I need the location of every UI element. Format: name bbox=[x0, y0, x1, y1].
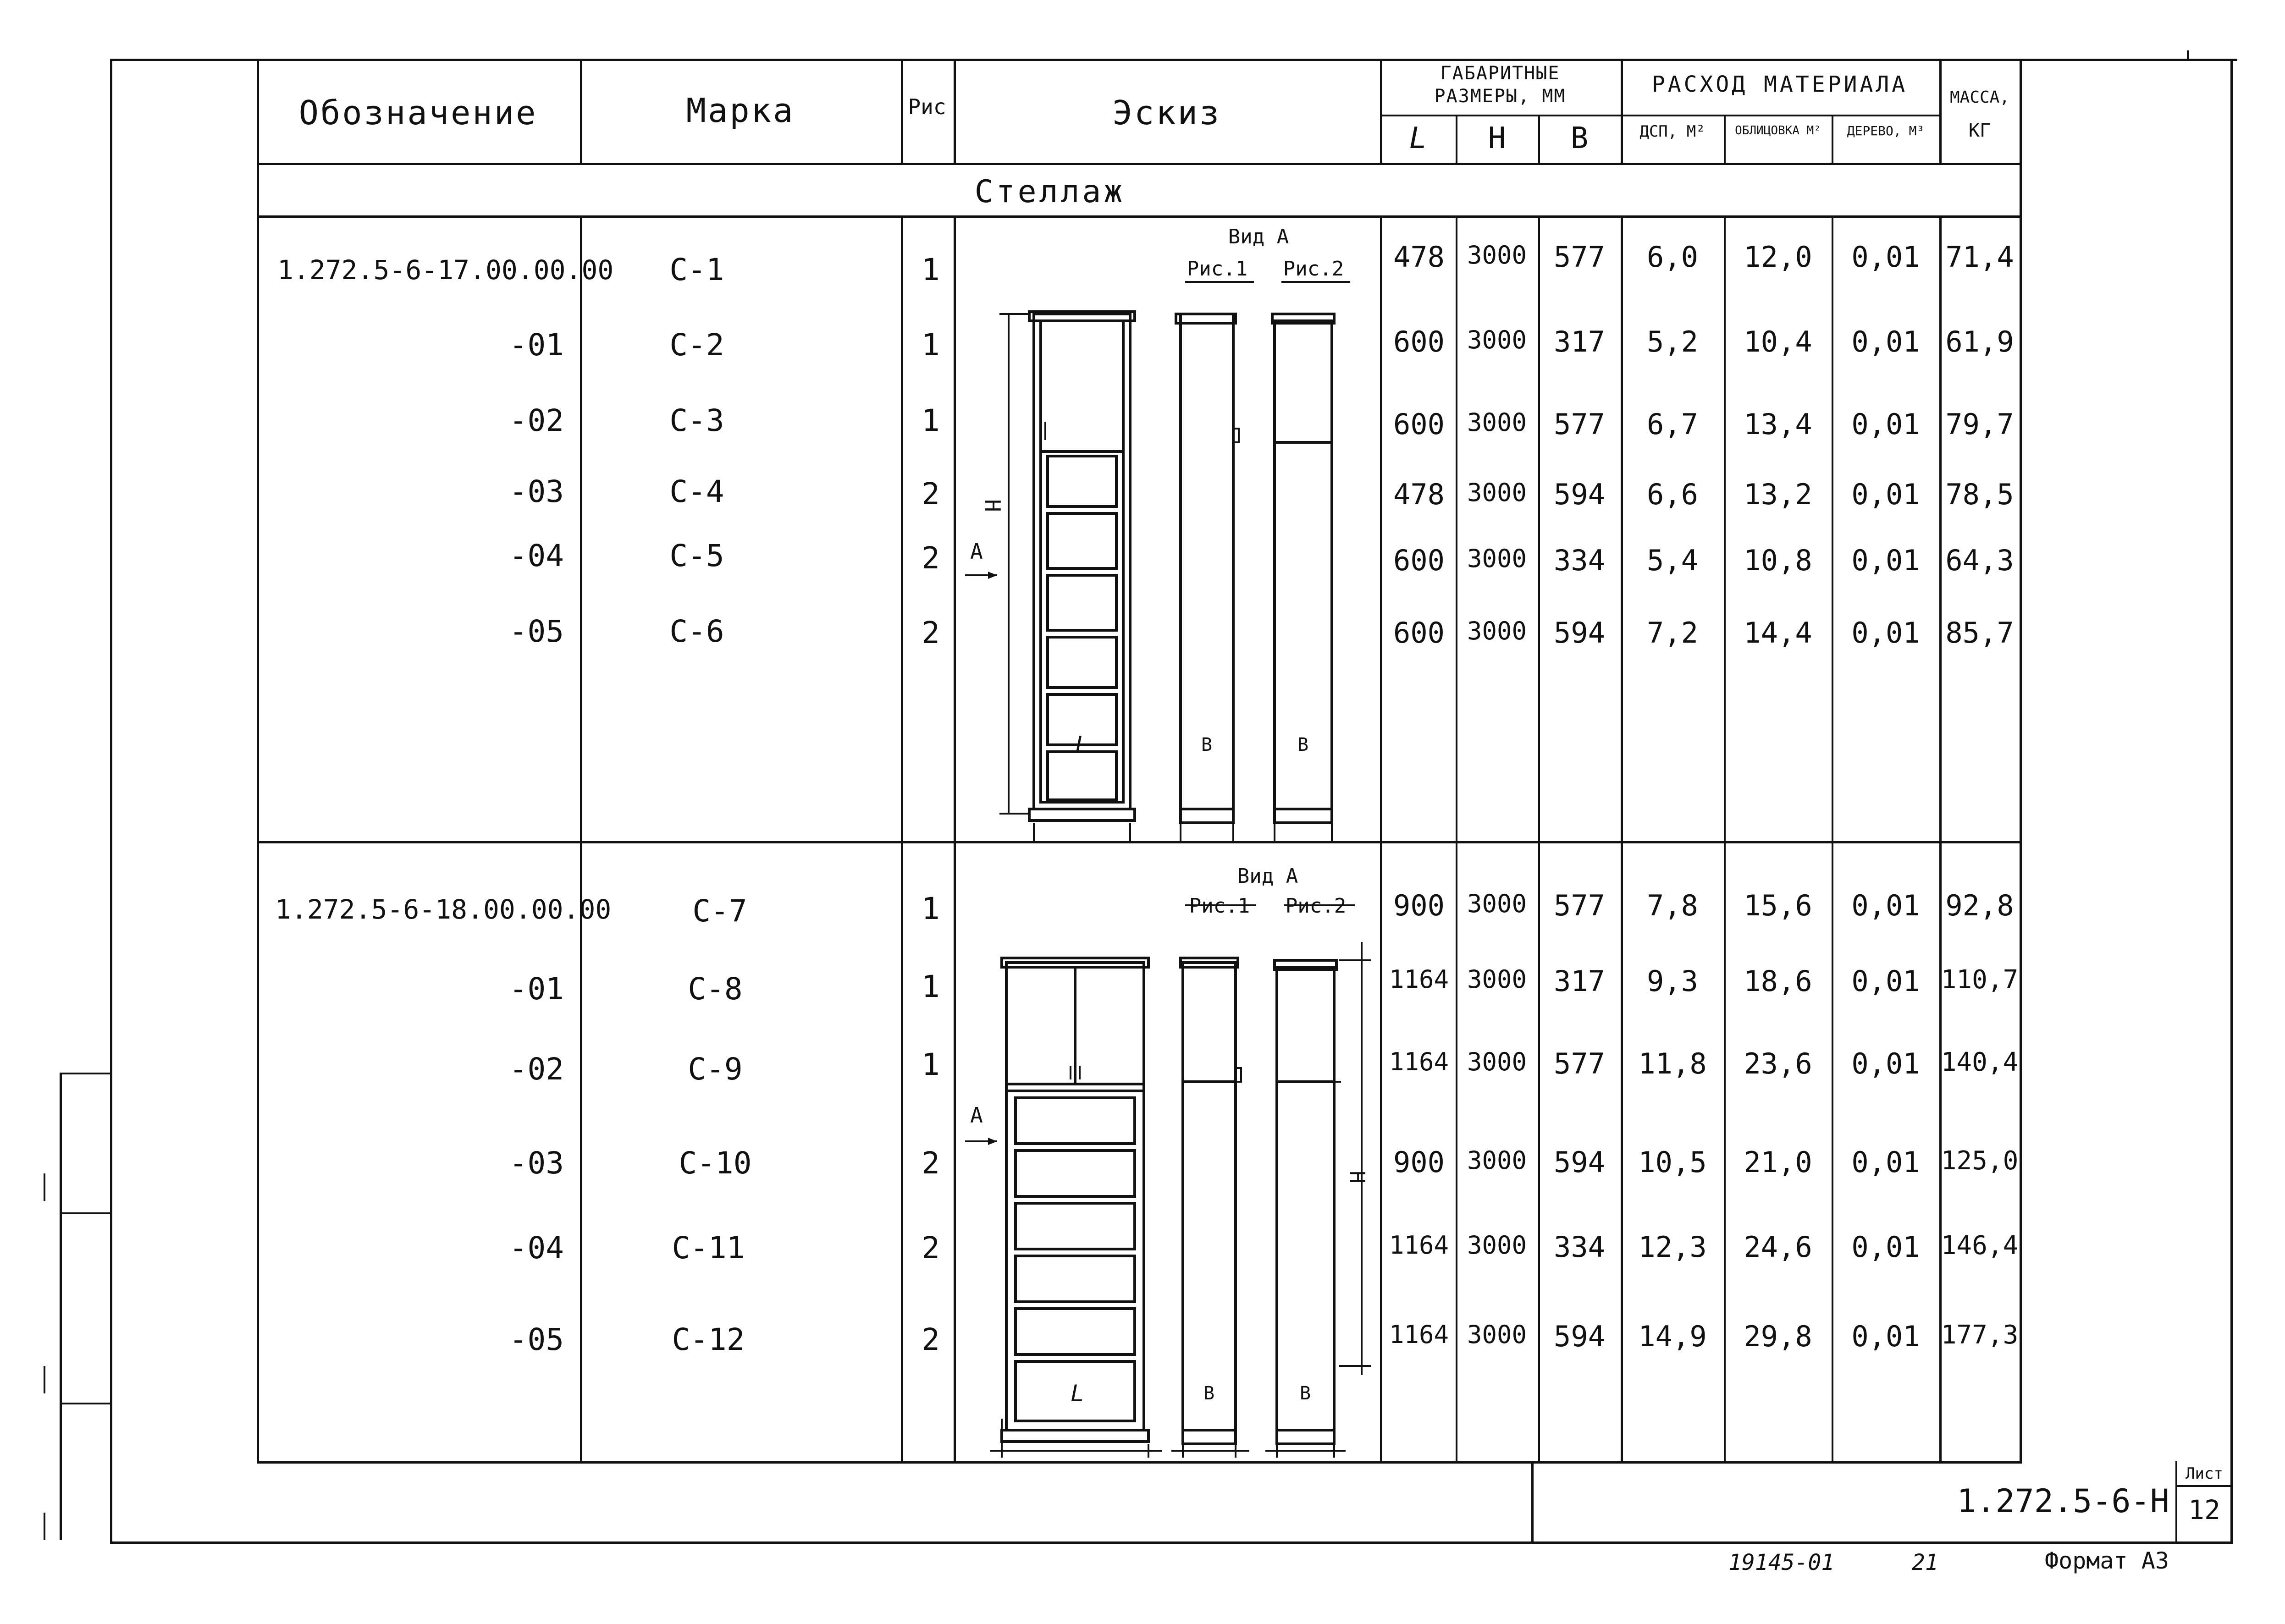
cell-B: 577 bbox=[1554, 1047, 1605, 1080]
col-B-header: B bbox=[1570, 121, 1589, 155]
cell-designation: -04 bbox=[509, 1230, 564, 1266]
cell-mark: С-2 bbox=[669, 327, 724, 363]
col-oblic-header: ОБЛИЦОВКА М² bbox=[1735, 124, 1821, 138]
cell-oblic: 14,4 bbox=[1744, 616, 1812, 650]
cell-H: 3000 bbox=[1467, 617, 1527, 645]
page-number: 21 bbox=[1912, 1550, 1938, 1575]
cell-oblic: 10,8 bbox=[1744, 544, 1812, 577]
cell-mass: 64,3 bbox=[1945, 544, 2014, 577]
cell-mark: С-9 bbox=[688, 1051, 743, 1087]
sketch-shelving-1 bbox=[956, 218, 1380, 841]
sketch-1-H-label: H bbox=[980, 499, 1005, 512]
cell-mass: 61,9 bbox=[1945, 325, 2014, 358]
cell-mark: С-1 bbox=[669, 252, 724, 287]
sketch-2-A-label: А bbox=[970, 1103, 983, 1128]
sketch-1-B1-label: В bbox=[1201, 734, 1213, 755]
cell-mass: 125,0 bbox=[1941, 1146, 2019, 1176]
cell-mark: С-6 bbox=[669, 614, 724, 649]
sheet-label: Лист bbox=[2186, 1464, 2223, 1483]
cell-oblic: 15,6 bbox=[1744, 889, 1812, 922]
cell-fig: 1 bbox=[922, 403, 940, 438]
cell-L: 600 bbox=[1393, 544, 1445, 577]
col-designation-header: Обозначение bbox=[298, 94, 538, 132]
cell-mass: 92,8 bbox=[1945, 889, 2014, 922]
cell-mass: 79,7 bbox=[1945, 407, 2014, 441]
cell-L: 1164 bbox=[1389, 1320, 1449, 1349]
cell-L: 1164 bbox=[1389, 965, 1449, 994]
cell-designation: -05 bbox=[509, 614, 564, 649]
inventory-number: 19145-01 bbox=[1728, 1550, 1835, 1575]
cell-mark: С-3 bbox=[669, 403, 724, 438]
cell-B: 334 bbox=[1554, 544, 1605, 577]
cell-wood: 0,01 bbox=[1851, 478, 1920, 511]
cell-B: 594 bbox=[1554, 478, 1605, 511]
cell-dsp: 11,8 bbox=[1638, 1047, 1707, 1080]
cell-mark: С-10 bbox=[679, 1145, 752, 1181]
cell-fig: 2 bbox=[922, 1145, 940, 1181]
cell-designation: -02 bbox=[509, 1051, 564, 1087]
cell-L: 600 bbox=[1393, 616, 1445, 650]
cell-H: 3000 bbox=[1467, 544, 1527, 573]
cell-designation: -01 bbox=[509, 327, 564, 363]
cell-mass: 85,7 bbox=[1945, 616, 2014, 650]
cell-mass: 140,4 bbox=[1941, 1047, 2019, 1077]
cell-oblic: 23,6 bbox=[1744, 1047, 1812, 1080]
cell-wood: 0,01 bbox=[1851, 1047, 1920, 1080]
sketch-2-L-label: L bbox=[1070, 1380, 1085, 1407]
cell-designation: 1.272.5-6-17.00.00.00 bbox=[277, 254, 614, 286]
sketch-1-fig1-label: Рис.1 bbox=[1187, 257, 1248, 281]
cell-dsp: 6,7 bbox=[1647, 407, 1698, 441]
cell-wood: 0,01 bbox=[1851, 964, 1920, 998]
cell-oblic: 12,0 bbox=[1744, 240, 1812, 274]
cell-B: 594 bbox=[1554, 1145, 1605, 1179]
cell-fig: 2 bbox=[922, 615, 940, 650]
cell-H: 3000 bbox=[1467, 478, 1527, 507]
cell-B: 577 bbox=[1554, 407, 1605, 441]
cell-designation: 1.272.5-6-18.00.00.00 bbox=[275, 894, 612, 925]
sketch-1-view-label: Вид А bbox=[1228, 225, 1289, 248]
cell-mass: 71,4 bbox=[1945, 240, 2014, 274]
cell-designation: -01 bbox=[509, 971, 564, 1007]
cell-fig: 2 bbox=[922, 1322, 940, 1357]
section-title: Стеллаж bbox=[974, 174, 1126, 210]
cell-L: 900 bbox=[1393, 1145, 1445, 1179]
cell-oblic: 13,2 bbox=[1744, 478, 1812, 511]
cell-dsp: 9,3 bbox=[1647, 964, 1698, 998]
cell-wood: 0,01 bbox=[1851, 325, 1920, 358]
cell-H: 3000 bbox=[1467, 965, 1527, 994]
cell-B: 577 bbox=[1554, 240, 1605, 274]
sketch-1-A-label: А bbox=[970, 539, 983, 564]
cell-H: 3000 bbox=[1467, 1231, 1527, 1260]
cell-wood: 0,01 bbox=[1851, 1320, 1920, 1353]
col-dsp-header: ДСП, М² bbox=[1639, 122, 1705, 141]
sketch-shelving-2 bbox=[956, 843, 1380, 1460]
cell-dsp: 12,3 bbox=[1638, 1230, 1707, 1264]
cell-fig: 1 bbox=[922, 891, 940, 926]
cell-L: 1164 bbox=[1389, 1047, 1449, 1076]
cell-B: 317 bbox=[1554, 964, 1605, 998]
sketch-1-B2-label: В bbox=[1297, 734, 1309, 755]
cell-fig: 1 bbox=[922, 327, 940, 363]
cell-mark: С-7 bbox=[692, 893, 747, 929]
sheet-number: 12 bbox=[2188, 1494, 2220, 1525]
cell-H: 3000 bbox=[1467, 408, 1527, 437]
sketch-2-fig1-label: Рис.1 bbox=[1189, 894, 1250, 918]
material-title: РАСХОД МАТЕРИАЛА bbox=[1651, 72, 1908, 97]
cell-B: 317 bbox=[1554, 325, 1605, 358]
cell-H: 3000 bbox=[1467, 1146, 1527, 1175]
cell-oblic: 21,0 bbox=[1744, 1145, 1812, 1179]
col-L-header: L bbox=[1409, 121, 1427, 155]
sketch-2-fig2-label: Рис.2 bbox=[1285, 894, 1347, 918]
cell-dsp: 5,2 bbox=[1647, 325, 1698, 358]
cell-designation: -03 bbox=[509, 474, 564, 509]
cell-H: 3000 bbox=[1467, 1320, 1527, 1349]
cell-mark: С-8 bbox=[688, 971, 743, 1007]
cell-wood: 0,01 bbox=[1851, 407, 1920, 441]
cell-wood: 0,01 bbox=[1851, 616, 1920, 650]
cell-H: 3000 bbox=[1467, 1047, 1527, 1076]
cell-dsp: 10,5 bbox=[1638, 1145, 1707, 1179]
cell-designation: -03 bbox=[509, 1145, 564, 1181]
cell-H: 3000 bbox=[1467, 325, 1527, 354]
cell-designation: -05 bbox=[509, 1322, 564, 1357]
cell-fig: 1 bbox=[922, 1047, 940, 1082]
cell-designation: -04 bbox=[509, 538, 564, 573]
cell-L: 478 bbox=[1393, 478, 1445, 511]
dims-title-1: ГАБАРИТНЫЕ bbox=[1440, 63, 1560, 84]
dims-title-2: РАЗМЕРЫ, ММ bbox=[1434, 86, 1566, 107]
cell-oblic: 29,8 bbox=[1744, 1320, 1812, 1353]
cell-mark: С-4 bbox=[669, 474, 724, 509]
col-H-header: H bbox=[1488, 121, 1506, 155]
cell-wood: 0,01 bbox=[1851, 1145, 1920, 1179]
col-sketch-header: Эскиз bbox=[1112, 94, 1221, 132]
cell-B: 334 bbox=[1554, 1230, 1605, 1264]
sketch-2-view-label: Вид А bbox=[1237, 864, 1298, 888]
cell-mark: С-12 bbox=[672, 1322, 745, 1357]
cell-mark: С-11 bbox=[672, 1230, 745, 1266]
col-mass-header-1: МАССА, bbox=[1949, 88, 2010, 107]
cell-oblic: 18,6 bbox=[1744, 964, 1812, 998]
col-fig-header: Рис bbox=[908, 94, 946, 119]
col-wood-header: ДЕРЕВО, М³ bbox=[1847, 123, 1925, 138]
doc-code: 1.272.5-6-Н bbox=[1957, 1482, 2169, 1520]
cell-B: 577 bbox=[1554, 889, 1605, 922]
cell-wood: 0,01 bbox=[1851, 544, 1920, 577]
sketch-1-fig2-label: Рис.2 bbox=[1283, 257, 1344, 281]
sketch-1-L-label: L bbox=[1075, 732, 1089, 758]
cell-L: 478 bbox=[1393, 240, 1445, 274]
cell-L: 600 bbox=[1393, 407, 1445, 441]
sketch-2-H-label: H bbox=[1345, 1171, 1369, 1184]
format-label: Формат А3 bbox=[2045, 1547, 2169, 1574]
cell-dsp: 6,6 bbox=[1647, 478, 1698, 511]
cell-mass: 110,7 bbox=[1941, 965, 2019, 995]
cell-oblic: 24,6 bbox=[1744, 1230, 1812, 1264]
cell-wood: 0,01 bbox=[1851, 240, 1920, 274]
col-mass-header-2: КГ bbox=[1968, 120, 1991, 141]
cell-fig: 1 bbox=[922, 969, 940, 1004]
cell-fig: 2 bbox=[922, 476, 940, 512]
cell-designation: -02 bbox=[509, 403, 564, 438]
cell-fig: 2 bbox=[922, 540, 940, 576]
cell-fig: 1 bbox=[922, 252, 940, 287]
cell-dsp: 6,0 bbox=[1647, 240, 1698, 274]
cell-oblic: 13,4 bbox=[1744, 407, 1812, 441]
cell-mass: 78,5 bbox=[1945, 478, 2014, 511]
cell-mark: С-5 bbox=[669, 538, 724, 573]
cell-dsp: 14,9 bbox=[1638, 1320, 1707, 1353]
cell-L: 900 bbox=[1393, 889, 1445, 922]
cell-oblic: 10,4 bbox=[1744, 325, 1812, 358]
cell-L: 1164 bbox=[1389, 1231, 1449, 1260]
cell-fig: 2 bbox=[922, 1230, 940, 1266]
col-mark-header: Марка bbox=[686, 91, 795, 130]
cell-wood: 0,01 bbox=[1851, 889, 1920, 922]
sketch-2-B1-label: В bbox=[1203, 1383, 1215, 1404]
cell-dsp: 7,2 bbox=[1647, 616, 1698, 650]
cell-dsp: 7,8 bbox=[1647, 889, 1698, 922]
cell-dsp: 5,4 bbox=[1647, 544, 1698, 577]
sketch-2-B2-label: В bbox=[1299, 1383, 1311, 1404]
cell-B: 594 bbox=[1554, 1320, 1605, 1353]
cell-H: 3000 bbox=[1467, 241, 1527, 270]
cell-H: 3000 bbox=[1467, 889, 1527, 918]
cell-L: 600 bbox=[1393, 325, 1445, 358]
cell-mass: 146,4 bbox=[1941, 1231, 2019, 1261]
cell-B: 594 bbox=[1554, 616, 1605, 650]
cell-wood: 0,01 bbox=[1851, 1230, 1920, 1264]
cell-mass: 177,3 bbox=[1941, 1320, 2019, 1350]
